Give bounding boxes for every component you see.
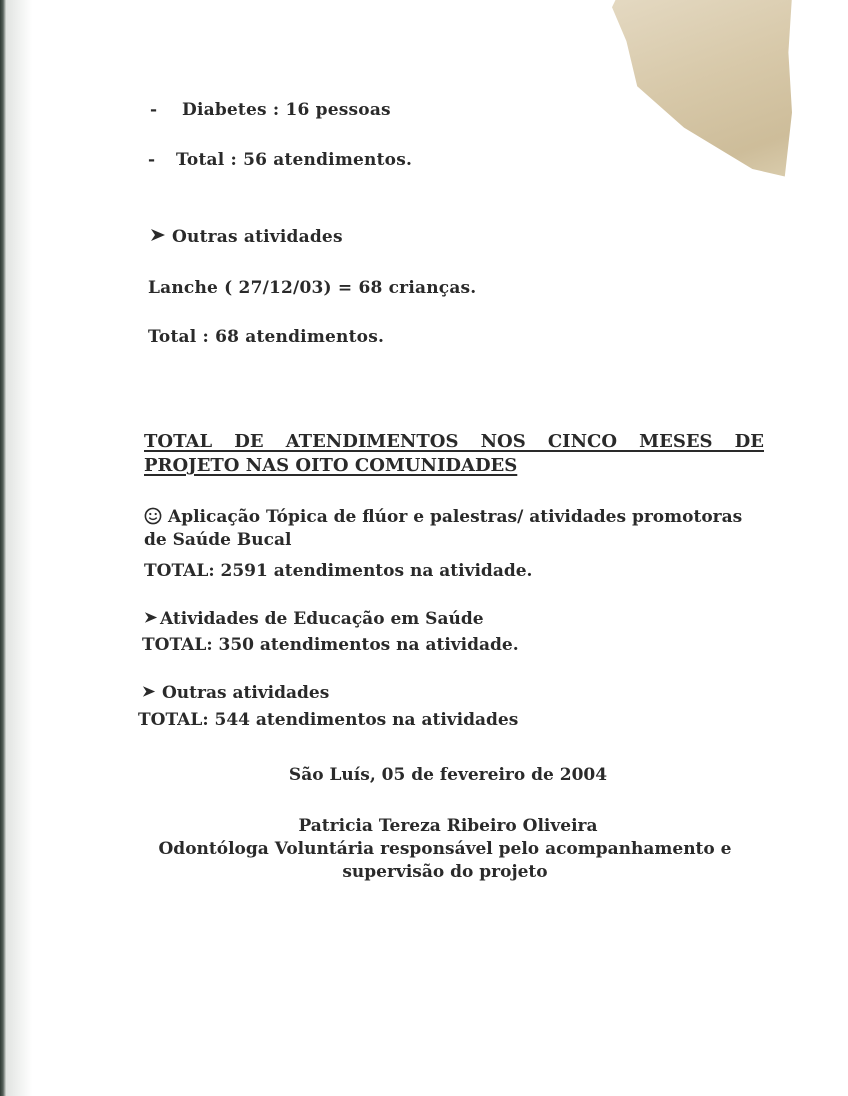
arrowhead-bullet-icon	[144, 608, 158, 631]
lanche-line: Lanche ( 27/12/03) = 68 crianças.	[148, 278, 477, 298]
list-bullet: -	[148, 150, 156, 170]
summary-heading-text: TOTAL DE ATENDIMENTOS NOS CINCO MESES DE PROJETO NAS OITO COMUNIDADES	[144, 431, 764, 476]
summary-item-fluor	[144, 506, 764, 552]
summary-heading	[144, 430, 764, 478]
list-item-diabetes	[150, 100, 391, 120]
outras-total-line: Total : 68 atendimentos.	[148, 327, 385, 347]
list-item-text: Diabetes : 16 pessoas	[182, 100, 391, 120]
list-item-text: Total : 56 atendimentos.	[176, 150, 413, 170]
list-item-total	[148, 150, 412, 170]
summary-item-title: Outras atividades	[162, 683, 330, 703]
place-date: São Luís, 05 de fevereiro de 2004	[288, 765, 608, 785]
summary-item-total: TOTAL: 544 atendimentos na atividades	[138, 710, 519, 730]
summary-item-outras	[142, 682, 329, 705]
tape-strip	[612, 0, 792, 184]
arrowhead-bullet-icon	[142, 682, 156, 705]
arrowhead-bullet-icon	[150, 227, 166, 247]
section-heading-text: Outras atividades	[172, 227, 343, 247]
summary-item-total: TOTAL: 350 atendimentos na atividade.	[142, 635, 519, 655]
smiley-bullet-icon	[144, 506, 162, 529]
summary-item-educacao	[144, 608, 484, 631]
summary-item-total: TOTAL: 2591 atendimentos na atividade.	[144, 561, 533, 581]
summary-item-title: Atividades de Educação em Saúde	[160, 609, 484, 629]
signatory-role: Odontóloga Voluntária responsável pelo acompanhamento e supervisão do projeto	[158, 839, 732, 882]
signatory-name: Patricia Tereza Ribeiro Oliveira	[298, 816, 598, 836]
section-heading-outras	[150, 227, 343, 247]
list-bullet: -	[150, 100, 158, 120]
summary-item-title: Aplicação Tópica de flúor e palestras/ atividades promotoras de Saúde Bucal	[144, 507, 743, 550]
scan-edge-shadow	[6, 0, 32, 1096]
